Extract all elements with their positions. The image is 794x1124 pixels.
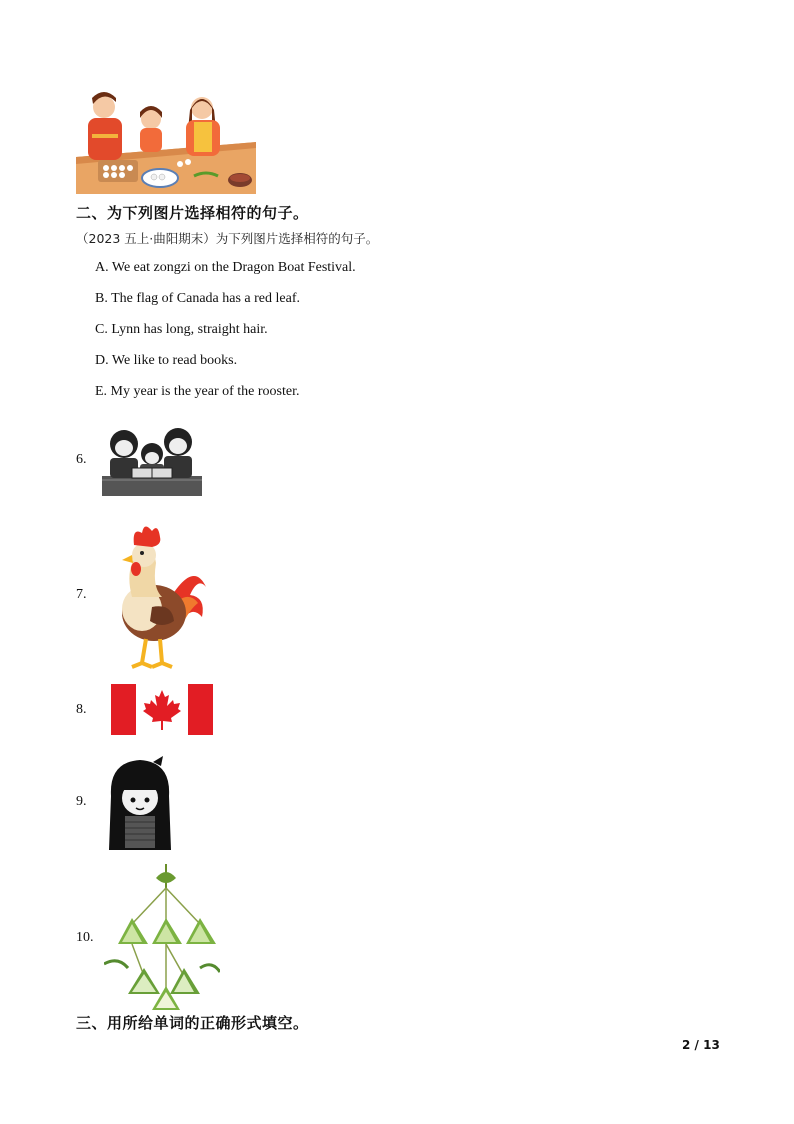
question-number: 7. [76, 587, 87, 602]
girl-long-hair-image [105, 756, 175, 852]
page-number: 2 / 13 [682, 1038, 720, 1052]
option-c: C. Lynn has long, straight hair. [95, 322, 268, 337]
section-title: 二、为下列图片选择相符的句子。 [76, 204, 309, 222]
children-reading-image [102, 424, 202, 496]
family-dumplings-illustration [76, 82, 256, 194]
option-d: D. We like to read books. [95, 353, 238, 368]
hanging-zongzi-image [104, 864, 220, 1010]
option-e: E. My year is the year of the rooster. [95, 384, 300, 399]
option-a: A. We eat zongzi on the Dragon Boat Festival. [95, 260, 356, 275]
question-source: （2023 五上·曲阳期末）为下列图片选择相符的句子。 [76, 231, 379, 246]
question-number: 8. [76, 702, 87, 717]
section-title: 三、用所给单词的正确形式填空。 [76, 1014, 309, 1032]
rooster-image [102, 517, 212, 675]
option-b: B. The flag of Canada has a red leaf. [95, 291, 300, 306]
question-number: 10. [76, 930, 94, 945]
question-number: 9. [76, 794, 87, 809]
canada-flag-image [111, 684, 213, 735]
question-number: 6. [76, 452, 87, 467]
